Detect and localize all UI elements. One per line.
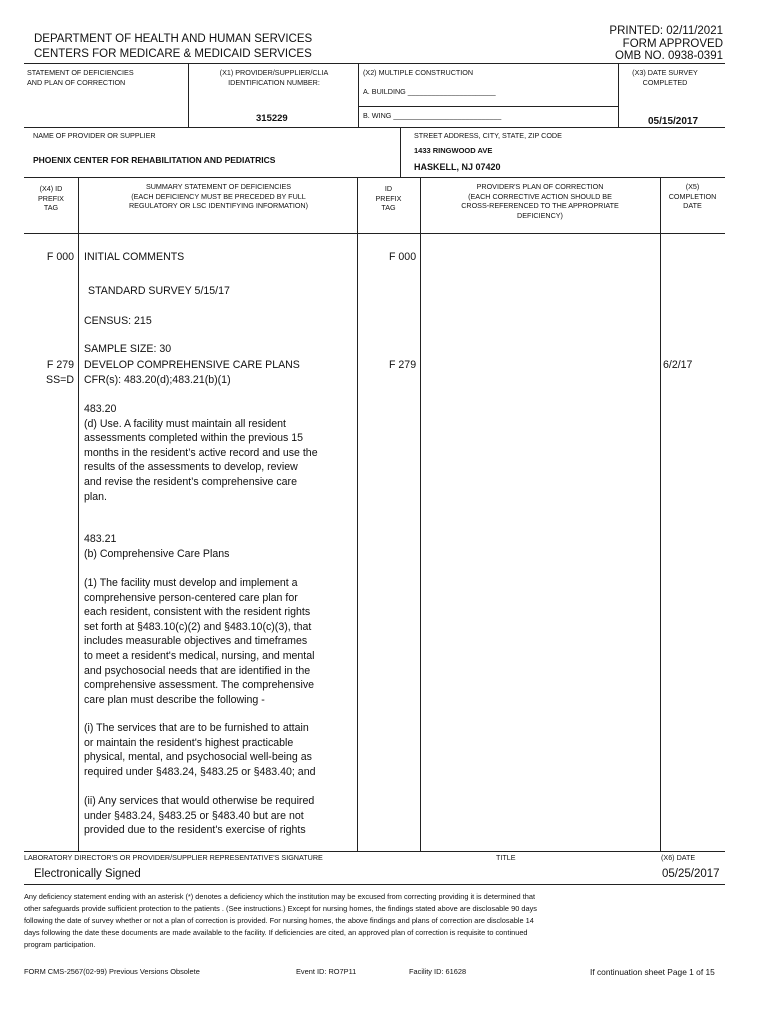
address-city: HASKELL, NJ 07420 <box>414 162 501 172</box>
signature-date: 05/25/2017 <box>662 868 720 880</box>
plan-header: PROVIDER'S PLAN OF CORRECTION (EACH CORRECTIVE ACTION SHOULD BE CROSS-REFERENCED TO THE APPROPRIATE DEFICIENCY) <box>461 182 619 220</box>
regulation-paragraph: (ii) Any services that would otherwise be required under §483.24, §483.25 or §483.40 but are not provided due to the resident's exercise of rights <box>84 795 315 837</box>
summary-header: SUMMARY STATEMENT OF DEFICIENCIES (EACH DEFICIENCY MUST BE PRECEDED BY FULL REGULATORY OR LSC IDENTIFYING INFORMATION) <box>128 182 309 210</box>
page-counter: If continuation sheet Page 1 of 15 <box>590 967 715 977</box>
title-label: TITLE <box>496 853 516 862</box>
regulation-paragraph: (1) The facility must develop and implement a comprehensive person-centered care plan for each resident, consistent with the resident rights set forth at §483.10(c)(2) and §483.10(c)(3), that includes measurable objectives and timeframes to meet a resident's medical, nursing, and mental and psychosocial needs that are identified in the comprehensive assessment. The comprehensive care plan must describe the following - <box>84 577 315 706</box>
statement-label: STATEMENT OF DEFICIENCIES AND PLAN OF CORRECTION <box>27 68 134 87</box>
prefix-tag: F 000 <box>46 251 74 263</box>
regulation-paragraph: (i) The services that are to be furnished to attain or maintain the resident's highest practicable physical, mental, and psychosocial well-being as required under §483.24, §483.25 or §483.40; and <box>84 722 316 778</box>
survey-completed-date: 05/15/2017 <box>648 116 699 127</box>
cfr-reference: CFR(s): 483.20(d);483.21(b)(1) <box>84 374 231 386</box>
form-approved: FORM APPROVED <box>622 38 723 50</box>
prefix-tag-right: F 000 <box>389 251 417 263</box>
x1-label: (X1) PROVIDER/SUPPLIER/CLIA IDENTIFICATION NUMBER: <box>219 68 329 87</box>
census: CENSUS: 215 <box>84 315 152 327</box>
x6-date-label: (X6) DATE <box>661 853 696 862</box>
address-street: 1433 RINGWOOD AVE <box>414 146 493 155</box>
regulation-paragraph: 483.20 (d) Use. A facility must maintain all resident assessments completed within the previous 15 months in the resident’s active record and use the results of the assessments to develop, review and revise the resident’s comprehensive care plan. <box>84 403 318 503</box>
sample-size: SAMPLE SIZE: 30 <box>84 343 172 355</box>
facility-id: Facility ID: 61628 <box>409 967 467 976</box>
signature-label: LABORATORY DIRECTOR'S OR PROVIDER/SUPPLIER REPRESENTATIVE'S SIGNATURE <box>24 853 323 862</box>
department-title: DEPARTMENT OF HEALTH AND HUMAN SERVICES <box>34 33 313 45</box>
disclaimer: Any deficiency statement ending with an asterisk (*) denotes a deficiency which the institution may be excused from correcting providing it is determined that other safeguards provide sufficient protection to the patients . (See instructions.) Except for nursing homes, the findings stated above are disclosable 90 days following the date of survey whether or not a plan of correction is provided. For nursing homes, the above findings and plans of correction are disclosable 14 days following the date these documents are made available to the facility. If deficiencies are cited, an approved plan of correction is requisite to continued program participation. <box>24 892 537 949</box>
prefix-tag-right: F 279 <box>389 359 417 371</box>
x2-label: (X2) MULTIPLE CONSTRUCTION <box>363 68 474 77</box>
standard-survey: STANDARD SURVEY 5/15/17 <box>88 285 230 297</box>
wing-field: B. WING ___________________________ <box>363 111 502 120</box>
x3-label: (X3) DATE SURVEY COMPLETED <box>632 68 698 87</box>
provider-name: PHOENIX CENTER FOR REHABILITATION AND PEDIATRICS <box>33 155 276 165</box>
event-id: Event ID: RO7P11 <box>296 967 357 976</box>
form-id: FORM CMS-2567(02-99) Previous Versions Obsolete <box>24 967 200 976</box>
printed-date: PRINTED: 02/11/2021 <box>609 25 723 37</box>
regulation-paragraph: 483.21 (b) Comprehensive Care Plans <box>84 533 230 560</box>
id-prefix-header: ID PREFIX TAG <box>375 184 402 212</box>
prefix-tag: F 279 <box>46 359 74 371</box>
x5-header: (X5) COMPLETION DATE <box>668 182 717 210</box>
x4-header: (X4) ID PREFIX TAG <box>38 184 64 212</box>
agency-title: CENTERS FOR MEDICARE & MEDICAID SERVICES <box>34 48 312 60</box>
provider-number: 315229 <box>256 113 288 124</box>
deficiency-title: DEVELOP COMPREHENSIVE CARE PLANS <box>84 359 300 371</box>
address-label: STREET ADDRESS, CITY, STATE, ZIP CODE <box>414 131 562 140</box>
scope-severity: SS=D <box>46 374 74 386</box>
initial-comments-heading: INITIAL COMMENTS <box>84 251 185 263</box>
omb-number: OMB NO. 0938-0391 <box>614 50 723 62</box>
provider-name-label: NAME OF PROVIDER OR SUPPLIER <box>33 131 156 140</box>
building-field: A. BUILDING ______________________ <box>363 87 496 96</box>
signature-value: Electronically Signed <box>34 868 141 880</box>
completion-date: 6/2/17 <box>663 359 693 371</box>
